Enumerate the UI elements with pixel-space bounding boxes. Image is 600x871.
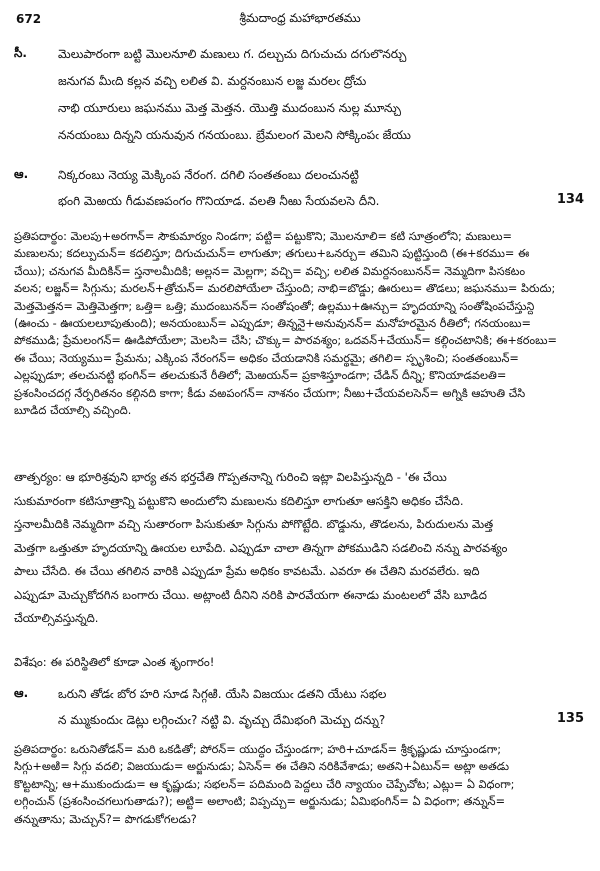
verse-line: ననయంబు దిన్నని యనువున గనయంబు. బ్రేమలంగ మెలని సోక్కింపఁ జేయు xyxy=(58,128,411,142)
verse-134 xyxy=(14,44,584,214)
meaning-line: బూడిద చేయాల్సి వచ్చింది. xyxy=(14,404,132,418)
running-title: శ్రీమదాంధ్ర మహాభారతము xyxy=(239,11,361,25)
meaning-line: లగ్గించున్ (ప్రశంసించగలుగుతాడు?); అట్టి= అలాంటి; విప్పచ్చు= అర్జునుడు; ఏమిభంగిన్= ఏ విధంగా; తన్నున్= xyxy=(14,795,506,809)
meaning-line: పోకముడి; ప్రేమలంగన్= ఊడిపోయేలా; మెలసి= చేసి; చొక్కు= పారవశ్యం; ఒదవన్+చేయున్= కల్గించటానికి; ఈ+కరంబు= xyxy=(14,334,557,348)
meaning-line: (ఊంచు - ఊయలలూపుతుంది); అనయంబున్= ఎప్పుడూ; తిన్ననై+అనువునన్= మనోహరమైన రీతిలో; గనయంబు= xyxy=(14,317,531,331)
meaning-line: ప్రతిపదార్థం: మెలపు+అరగాన్= సౌకుమార్యం నిండగా; పట్టి= పట్టుకొని; మొలనూలి= కటి సూత్రంలోని; మణులు= xyxy=(14,230,512,243)
meaning-line: ప్రతిపదార్థం: ఒరునితోడన్= మరి ఒకడితో; పోరన్= యుద్ధం చేస్తుండగా; హరి+చూడన్= శ్రీకృష్ణుడు చూస్తుండగా; xyxy=(14,743,502,756)
verse-135 xyxy=(14,684,584,734)
word-meaning-134 xyxy=(14,228,586,419)
verse-line: మెలుపారంగా బట్టి మొలనూలి మణులు గ. దల్చుచు దిగుచుచు దగులొనర్చు xyxy=(58,47,407,61)
visesham-note xyxy=(14,654,586,671)
verse-line: భంగి మెఱయ గీడువణపంగం గొనియాడ. వలతి నీఱు సేయవలసె దీని. xyxy=(58,194,380,208)
meaning-line: తన్నుతాను; మెచ్చున్?= పొగడుకోగలడు? xyxy=(14,812,197,826)
verse-number: 135 xyxy=(556,711,584,726)
page-header xyxy=(16,10,584,30)
tatparyam-line: చేయాల్సివస్తున్నది. xyxy=(14,611,99,625)
verse-label: సీ. xyxy=(14,46,27,60)
meaning-line: మణులను; కదల్పుచున్= కదలిస్తూ; దిగుచుచున్= లాగుతూ; తగులు+ఒనర్చు= తమిని పుట్టిస్తుంది (ఈ+కరము= ఈ xyxy=(14,247,530,261)
meaning-line: ప్రశంసించదగ్గ నేర్పరితనం కల్గినది కాగా; కీడు వఱపంగన్= నాశనం చేయగా; నీఱు+చేయవలసెన్= అగ్నికి ఆహుతి చేసి xyxy=(14,386,526,400)
word-meaning-135 xyxy=(14,741,586,828)
tatparyam-line: తాత్పర్యం: ఆ భూరిశ్రవుని భార్య తన భర్తచేతి గొప్పతనాన్ని గురించి ఇట్లా విలపిస్తున్నది - 'ఈ చేయి xyxy=(14,470,447,484)
meaning-line: వలన; లజ్జన్= సిగ్గును; మరలన్+త్రోచున్= మరలిపోయేలా చేస్తుంది; నాభి=బొడ్డు; ఊరులు= తొడలు; జఘనము= పిరుదు; xyxy=(14,282,556,296)
verse-label: ఆ. xyxy=(14,686,29,700)
tatparyam-line: మెత్తగా ఒత్తుతూ హృదయాన్ని ఊయల లూపేది. ఎప్పుడూ చాలా తిన్నగా పోకముడిని సడలించి నన్ను పారవశ్యం xyxy=(14,540,508,555)
tatparyam-line: స్తనాలమీదికి నెమ్మదిగా వచ్చి సుతారంగా పిసుకుతూ సిగ్గును పోగొట్టేది. బొడ్డును, తొడలను, పిరుదులను మెత్త xyxy=(14,517,494,531)
meaning-line: మెత్తమెత్తన= మెత్తిమెత్తగా; ఒత్తి= ఒత్తి; ముదంబునన్= సంతోషంతో; ఉల్లము+ఊన్చు= హృదయాన్ని సంతోషింపచేస్తున్ది xyxy=(14,299,535,313)
meaning-line: చేయి); చనుగవ మీదికిన్= స్తనాలమీదికి; అల్లన= మెల్లగా; వచ్చి= వచ్చి; లలిత విమర్దనంబునన్= నెమ్మదిగా పిసకటం xyxy=(14,264,526,278)
tatparyam-line: పాలు చేసేది. ఈ చేయి తగిలిన వారికి ఎప్పుడూ ప్రేమ అధికం కావటమే. ఎవరూ ఈ చేతిని మరవలేరు. ఇది xyxy=(14,564,480,578)
verse-line: జనుగవ మీఁది కల్లన వచ్చి లలిత వి. మర్దనంబున లజ్జ మరలఁ ద్రోచు xyxy=(58,74,367,88)
verse-number: 134 xyxy=(556,192,584,207)
meaning-line: ఎల్లప్పుడూ; తలచునట్టి భంగిన్= తలచుకునే రీతిలో; మెఱయన్= ప్రకాశిస్తూండగా; చేడిన్ దీన్ని; కొనియాడవలతి= xyxy=(14,369,507,383)
tatparyam-line: ఎప్పుడూ మెచ్చుకోదగిన బంగారు చేయి. అట్లాంటి దీనిని నరికి పారవేయగా ఈనాడు మంటలలో వేసి బూడిద xyxy=(14,587,487,602)
visesham-line: విశేషం: ఈ పరిస్థితిలో కూడా ఎంత శృంగారం! xyxy=(14,655,215,669)
verse-line: న మ్ముకుందుఁ డెట్లు లగ్గించుఁ? నట్టి వి. వృచ్చు దేమిభంగి మెచ్చు దన్ను? xyxy=(58,713,386,727)
verse-line: నాభి యూరులు జఘనము మెత్త మెత్తన. యొత్తి ముదంబున నుల్ల మూన్చు xyxy=(58,101,401,115)
verse-line: నిక్కరంబు నెయ్య మెక్కింప నేరంగ. దగిలి సంతతంబు దలంచునట్టి xyxy=(58,168,359,182)
tatparyam-line: సుకుమారంగా కటిసూత్రాన్ని పట్టుకొని అందులోని మణులను కదిలిస్తూ లాగుతూ ఆసక్తిని అధికం చేసేది. xyxy=(14,493,464,508)
verse-line: ఒరుని తోడఁ బోర హరి సూడ సిగ్గఱి. యేసి విజయుఁ డతని యేటు సభల xyxy=(58,687,387,701)
meaning-line: కొట్టటాన్ని; ఆ+ముకుందుడు= ఆ కృష్ణుడు; సభలన్= పదిమంది పెద్దలు చేరి న్యాయం చెప్పేచోట; ఎట్లు= ఏ విధంగా; xyxy=(14,777,515,791)
tatparyam-section xyxy=(14,466,586,631)
meaning-line: ఈ చేయి; నెయ్యము= ప్రేమను; ఎక్కింప నేరంగన్= అధికం చేయడానికి సమర్థమై; తగిలి= స్పృశించి; సంతతంబున్= xyxy=(14,351,519,365)
meaning-line: సిగ్గు+అఱి= సిగ్గు వదలి; విజయుడు= అర్జునుడు; ఏసెన్= ఈ చేతిని నరికివేశాడు; అతని+ఏటున్= అట్లా అతడు xyxy=(14,760,510,774)
page-number: 672 xyxy=(16,12,42,26)
verse-sublabel: ఆ. xyxy=(14,167,29,181)
